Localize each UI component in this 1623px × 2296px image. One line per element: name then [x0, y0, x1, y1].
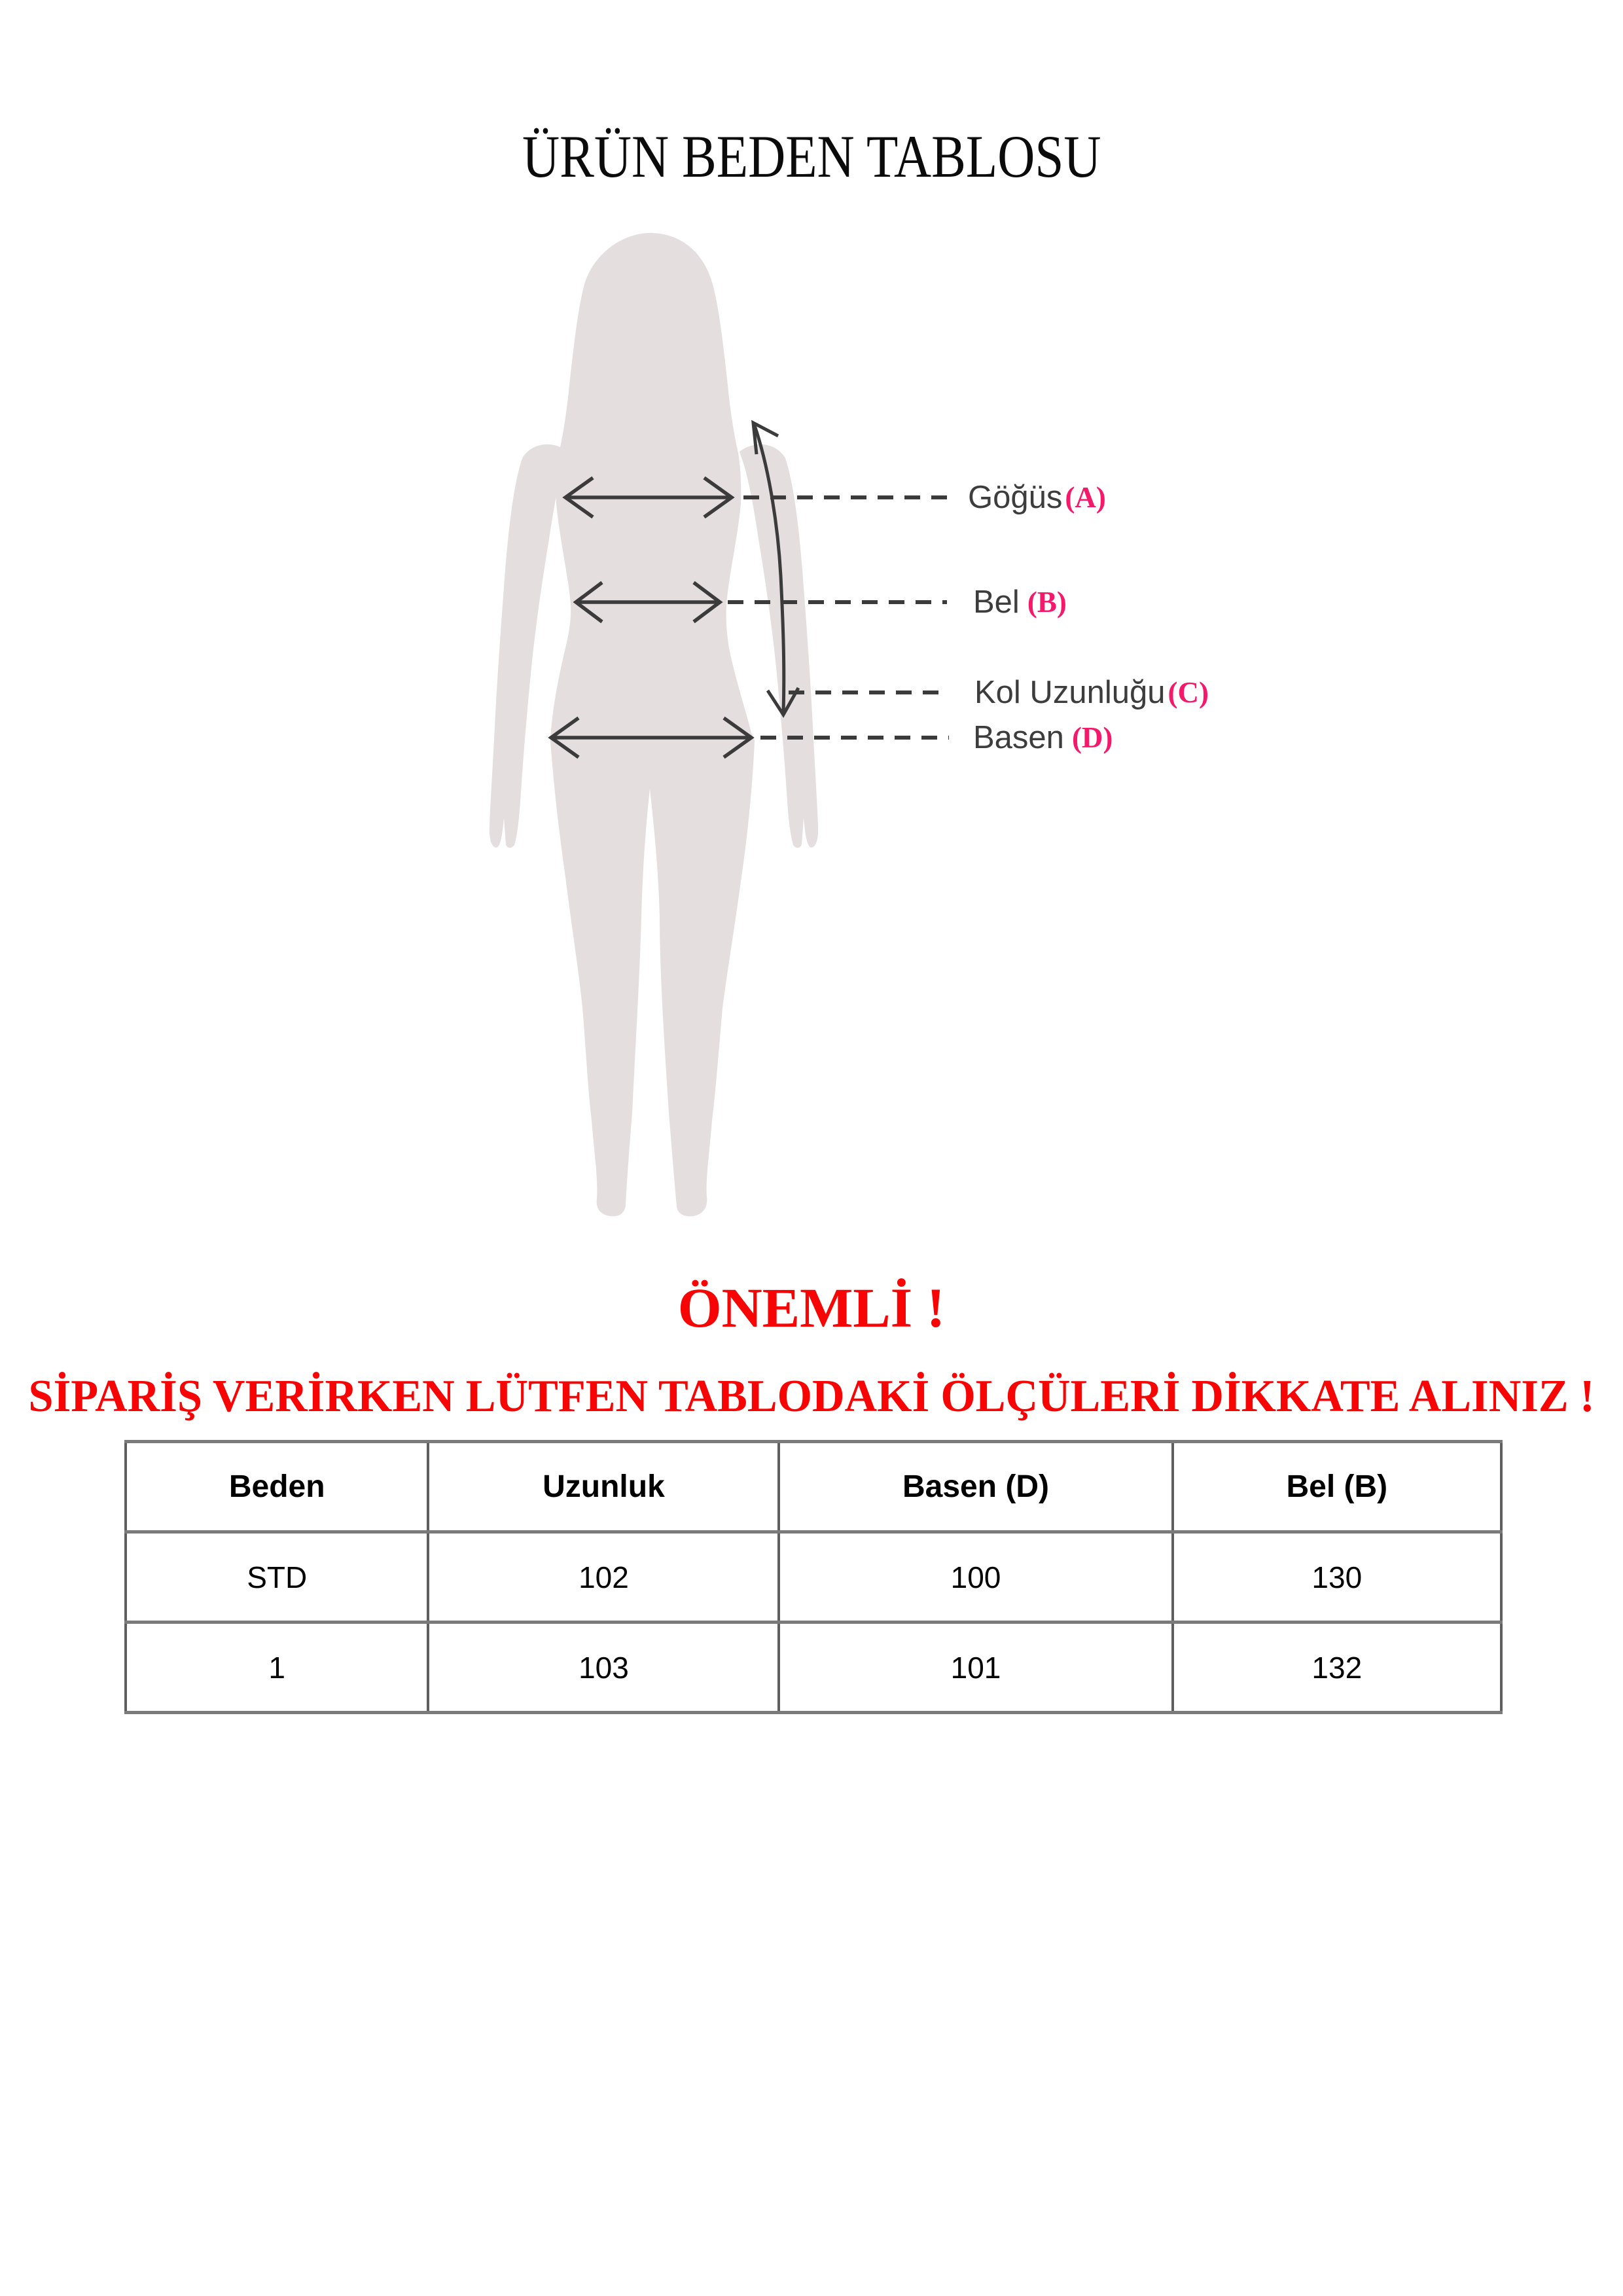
- warning-text: [0, 1371, 1623, 1423]
- cell-std-bel: 130: [1173, 1532, 1501, 1623]
- body-measurement-diagram: [458, 223, 955, 1230]
- label-hip: [973, 719, 1113, 757]
- cell-size-1: 1: [126, 1623, 428, 1713]
- cell-1-uzunluk: 103: [428, 1623, 779, 1713]
- label-chest: [968, 479, 1106, 516]
- label-waist-key: (B): [1027, 586, 1067, 619]
- label-arm-length-text: Kol Uzunluğu: [974, 675, 1166, 710]
- page-title: [0, 122, 1623, 191]
- label-hip-text: Basen: [973, 720, 1064, 755]
- table-row: [126, 1532, 1501, 1623]
- warning-text-inner: SİPARİŞ VERİRKEN LÜTFEN TABLODAKİ ÖLÇÜLERİ DİKKATE ALINIZ !: [28, 1371, 1595, 1422]
- header-bel: Bel (B): [1173, 1442, 1501, 1532]
- label-chest-key: (A): [1065, 481, 1106, 514]
- header-uzunluk: Uzunluk: [428, 1442, 779, 1532]
- header-basen: Basen (D): [779, 1442, 1172, 1532]
- size-table-header-row: [126, 1442, 1501, 1532]
- label-arm-length: [974, 674, 1209, 711]
- label-hip-key: (D): [1071, 721, 1113, 754]
- table-row: [126, 1623, 1501, 1713]
- page-title-text: ÜRÜN BEDEN TABLOSU: [522, 123, 1101, 190]
- label-chest-text: Göğüs: [968, 480, 1063, 515]
- label-arm-length-key: (C): [1168, 676, 1209, 709]
- cell-size-std: STD: [126, 1532, 428, 1623]
- cell-std-basen: 100: [779, 1532, 1172, 1623]
- label-waist: [973, 584, 1067, 621]
- cell-1-basen: 101: [779, 1623, 1172, 1713]
- cell-std-uzunluk: 102: [428, 1532, 779, 1623]
- header-beden: Beden: [126, 1442, 428, 1532]
- female-figure-silhouette: [550, 233, 755, 1217]
- important-heading: ÖNEMLİ !: [677, 1276, 946, 1339]
- size-table: [124, 1440, 1503, 1714]
- cell-1-bel: 132: [1173, 1623, 1501, 1713]
- label-waist-text: Bel: [973, 584, 1020, 620]
